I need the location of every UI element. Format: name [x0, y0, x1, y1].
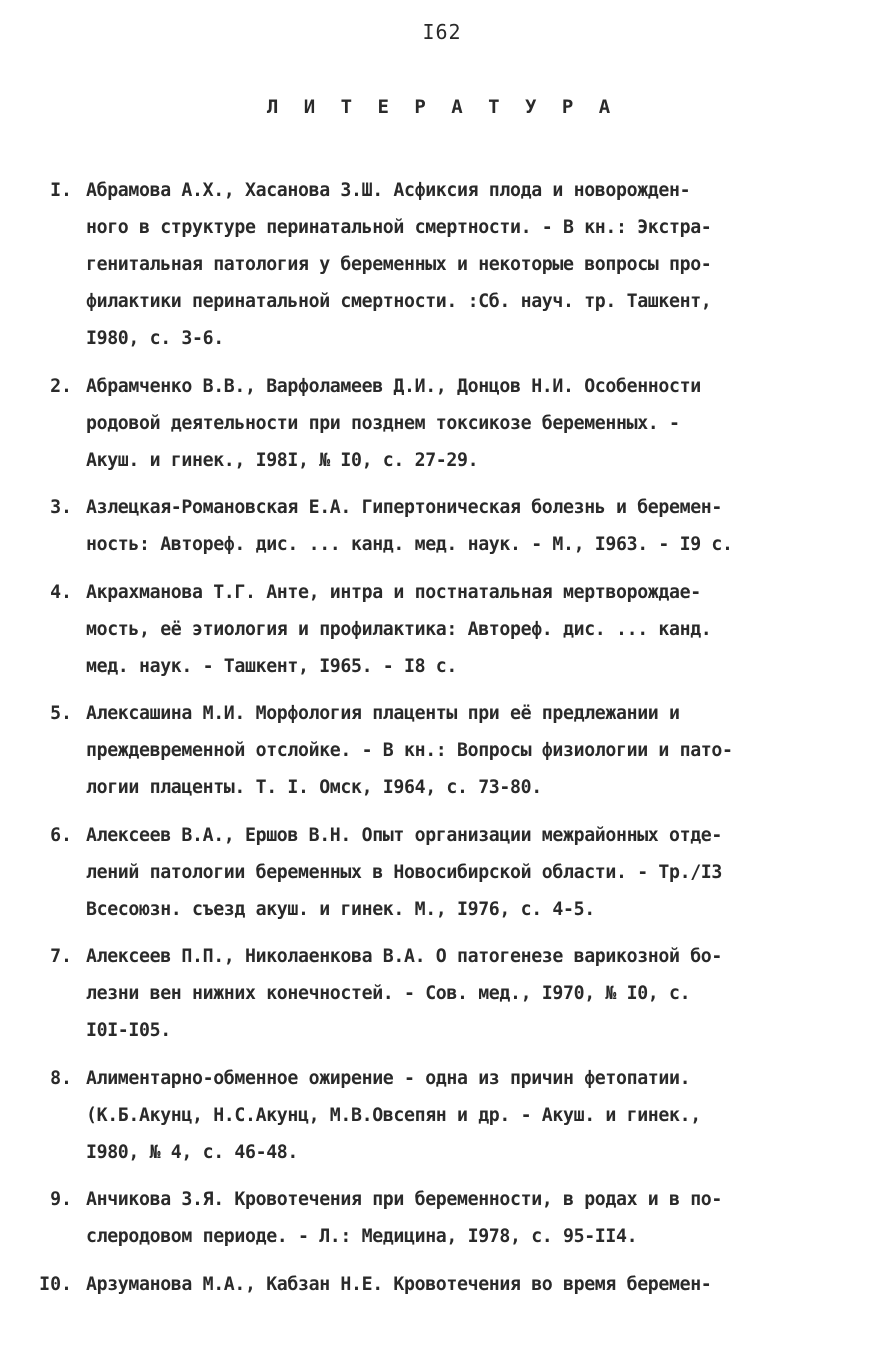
reference-text-line: Анчикова З.Я. Кровотечения при беременности, в родах и в по- — [86, 1189, 722, 1210]
reference-text-line: Арзуманова М.А., Кабзан Н.Е. Кровотечения во время беремен- — [86, 1273, 712, 1295]
reference-item — [0, 489, 884, 563]
reference-text-line: ного в структуре перинатальной смертности. - В кн.: Экстра- — [86, 217, 712, 238]
reference-text-line: ность: Автореф. дис. ... канд. мед. наук. - М., I963. - I9 с. — [86, 534, 733, 555]
reference-text-line: Алексеев П.П., Николаенкова В.А. О патогенезе варикозной бо- — [86, 946, 722, 967]
reference-text-line: (К.Б.Акунц, Н.С.Акунц, М.В.Овсепян и др. - Акуш. и гинек., — [86, 1104, 701, 1126]
reference-text-line: мость, её этиология и профилактика: Автореф. дис. ... канд. — [86, 618, 712, 640]
reference-item — [0, 1266, 884, 1303]
reference-number: 8. — [50, 1067, 72, 1089]
reference-item — [0, 1060, 884, 1171]
reference-text-line: Акрахманова Т.Г. Анте, интра и постнатальная мертворождае- — [86, 581, 701, 603]
reference-text-line: лезни вен нижних конечностей. - Сов. мед., I970, № I0, с. — [86, 983, 691, 1004]
page-heading: Л И Т Е Р А Т У Р А — [266, 96, 618, 118]
reference-text-line: генитальная патология у беременных и некоторые вопросы про- — [86, 254, 712, 275]
reference-text-line: Алексашина М.И. Морфология плаценты при её предлежании и — [86, 703, 680, 724]
reference-text-line: Алиментарно-обменное ожирение - одна из причин фетопатии. — [86, 1067, 691, 1089]
reference-item — [0, 172, 884, 357]
reference-text-line: лений патологии беременных в Новосибирской области. - Тр./I3 — [86, 861, 722, 883]
reference-text-line: I980, с. 3-6. — [86, 328, 224, 349]
reference-list — [0, 172, 884, 1313]
reference-text-line: мед. наук. - Ташкент, I965. - I8 с. — [86, 655, 457, 677]
reference-number: 5. — [50, 703, 72, 724]
reference-text-line: I0I-I05. — [86, 1020, 171, 1041]
page-number: I62 — [422, 20, 462, 44]
reference-item — [0, 695, 884, 806]
reference-number: 7. — [50, 946, 72, 967]
reference-text-line: Абрамова А.Х., Хасанова З.Ш. Асфиксия плода и новорожден- — [86, 180, 691, 201]
reference-number: 4. — [50, 581, 72, 603]
reference-text-line: Алексеев В.А., Ершов В.Н. Опыт организации межрайонных отде- — [86, 824, 722, 846]
reference-text-line: I980, № 4, с. 46-48. — [86, 1141, 298, 1163]
reference-text-line: Абрамченко В.В., Варфоламеев Д.И., Донцов Н.И. Особенности — [86, 375, 701, 397]
reference-number: 9. — [50, 1189, 72, 1210]
reference-text-line: Азлецкая-Романовская Е.А. Гипертоническая болезнь и беремен- — [86, 497, 722, 518]
reference-number: I. — [50, 180, 72, 201]
reference-text-line: родовой деятельности при позднем токсикозе беременных. - — [86, 412, 680, 434]
reference-text-line: Всесоюзн. съезд акуш. и гинек. М., I976, с. 4-5. — [86, 898, 595, 920]
reference-number: I0. — [39, 1273, 72, 1295]
reference-text-line: логии плаценты. Т. I. Омск, I964, с. 73-80. — [86, 777, 542, 798]
reference-text-line: преждевременной отслойке. - В кн.: Вопросы физиологии и пато- — [86, 740, 733, 761]
reference-item — [0, 368, 884, 479]
reference-text-line: слеродовом периоде. - Л.: Медицина, I978, с. 95-II4. — [86, 1226, 638, 1247]
reference-number: 6. — [50, 824, 72, 846]
reference-item — [0, 1181, 884, 1255]
reference-number: 3. — [50, 497, 72, 518]
reference-item — [0, 938, 884, 1049]
reference-number: 2. — [50, 375, 72, 397]
reference-item — [0, 817, 884, 928]
reference-text-line: Акуш. и гинек., I98I, № I0, с. 27-29. — [86, 449, 479, 471]
reference-text-line: филактики перинатальной смертности. :Сб. науч. тр. Ташкент, — [86, 291, 712, 312]
reference-item — [0, 574, 884, 685]
